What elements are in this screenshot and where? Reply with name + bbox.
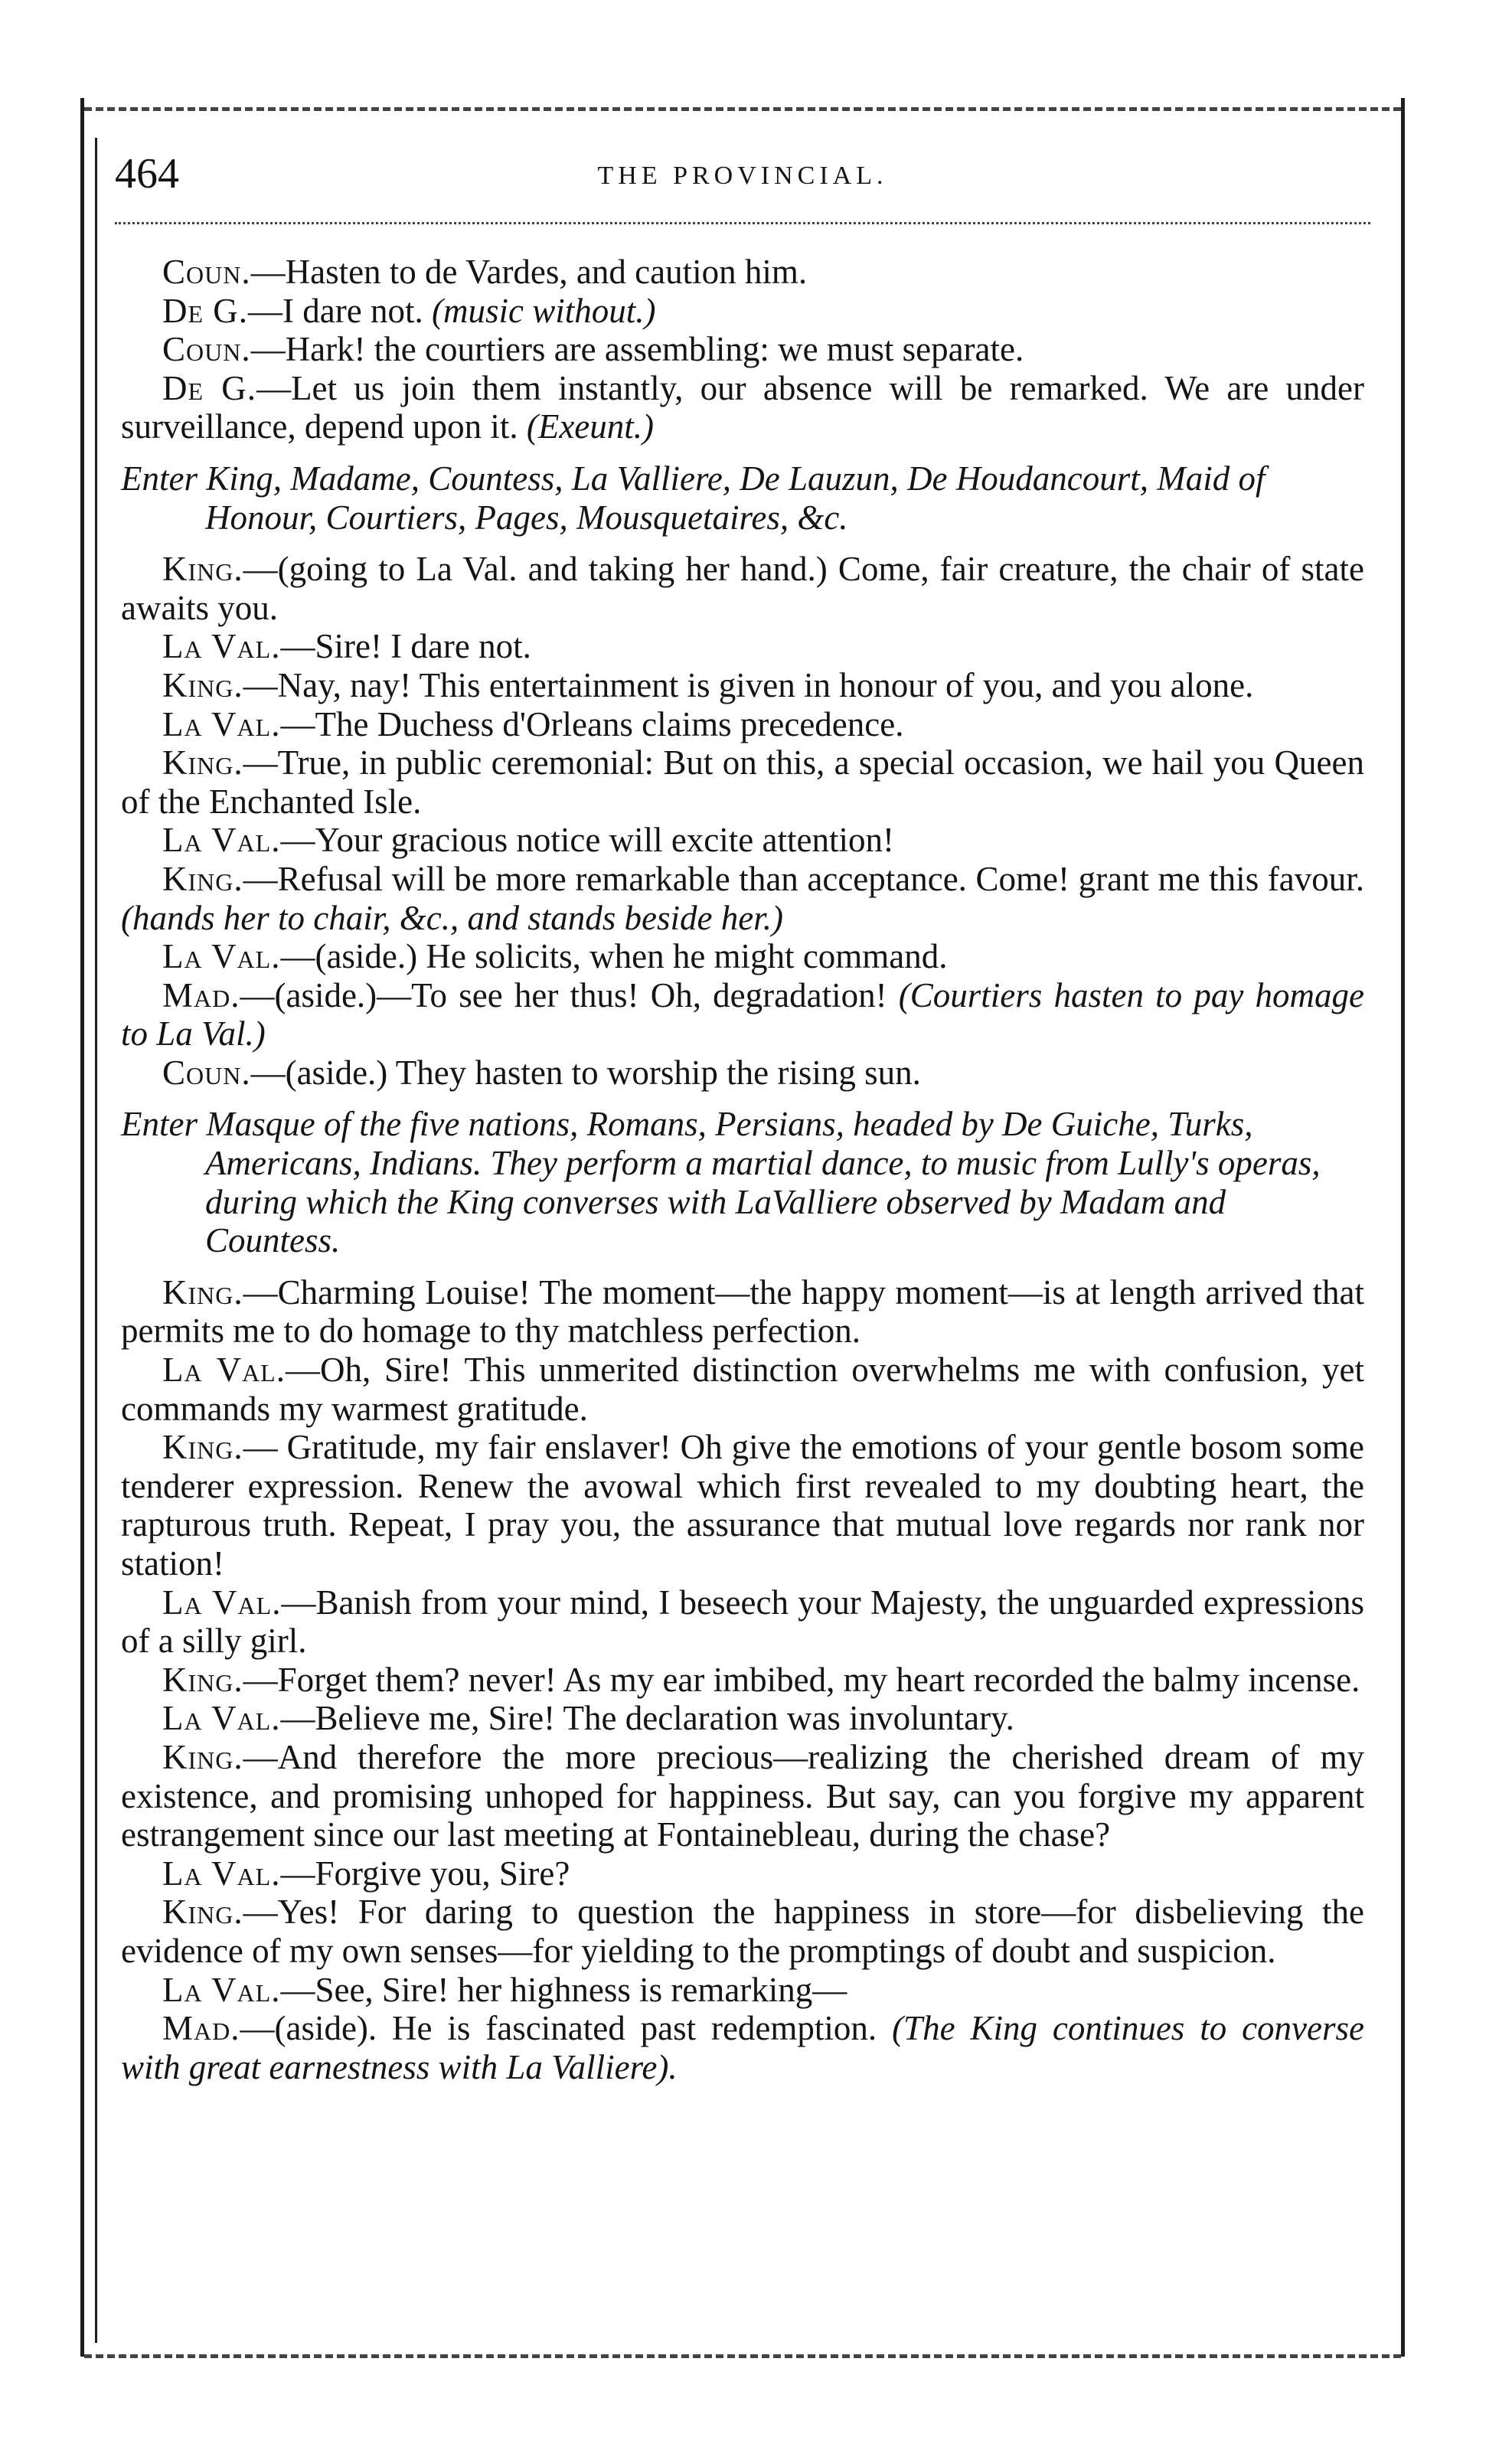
dialogue-line: [121, 627, 1364, 666]
dialogue-line: [121, 369, 1364, 446]
dialogue-line: [121, 976, 1364, 1054]
speech-text: —Refusal will be more remarkable than acceptance. Come! grant me this favour.: [243, 859, 1364, 898]
dialogue-line: [121, 937, 1364, 976]
play-text: [121, 253, 1364, 2086]
frame-right-rule: [1401, 98, 1405, 2357]
speaker-name: King.: [162, 1737, 243, 1776]
speaker-name: King.: [162, 743, 243, 782]
dialogue-line: [121, 705, 1364, 744]
speaker-name: La Val.: [162, 1699, 281, 1738]
speech-text: —Oh, Sire! This unmerited distinction overwhelms me with confusion, yet commands my warmest gratitude.: [121, 1351, 1364, 1428]
speech-text: —Charming Louise! The moment—the happy moment—is at length arrived that permits me to do homage to thy matchless perfection.: [121, 1272, 1364, 1351]
header-divider: [115, 222, 1370, 224]
dialogue-line: [121, 550, 1364, 627]
frame-left-rule: [80, 98, 84, 2357]
speech-text: —Your gracious notice will excite attention!: [280, 821, 894, 860]
dialogue-line: [121, 1854, 1364, 1893]
speaker-name: La Val.: [162, 1854, 281, 1893]
speaker-name: La Val.: [162, 1351, 286, 1390]
speech-text: —And therefore the more precious—realizing the cherished dream of my existence, and promising unhoped for happiness. But say, can you forgive my apparent estrangement since our last meeting at Fontainebleau, during the chase?: [121, 1737, 1364, 1854]
dialogue-line: [121, 1661, 1364, 1700]
speaker-name: King.: [162, 1893, 243, 1932]
dialogue-line: [121, 1738, 1364, 1854]
speaker-name: La Val.: [162, 937, 281, 976]
speaker-name: De G.: [162, 291, 249, 330]
speech-text: —Nay, nay! This entertainment is given in honour of you, and you alone.: [243, 665, 1254, 704]
dialogue-line: [121, 1428, 1364, 1583]
stage-direction: (hands her to chair, &c., and stands beside her.): [121, 898, 783, 937]
speech-text: — Gratitude, my fair enslaver! Oh give the emotions of your gentle bosom some tenderer expression. Renew the avowal which first revealed to my doubting heart, the rapturous truth. Repeat, I pray you, the assurance that mutual love regards nor rank nor station!: [121, 1428, 1364, 1583]
speech-text: —Yes! For daring to question the happiness in store—for disbelieving the evidence of my own senses—for yielding to the promptings of doubt and suspicion.: [121, 1893, 1364, 1970]
speaker-name: La Val.: [162, 627, 281, 666]
frame-bottom-rule: [84, 2354, 1401, 2358]
speaker-name: Coun.: [162, 1053, 251, 1092]
speech-text: —Hasten to de Vardes, and caution him.: [250, 253, 808, 291]
dialogue-line: [121, 1699, 1364, 1738]
stage-entrance: [121, 459, 1364, 537]
speaker-name: La Val.: [162, 1583, 282, 1622]
dialogue-line: [121, 1351, 1364, 1428]
dialogue-line: [121, 1054, 1364, 1093]
speaker-name: De G.: [162, 368, 257, 407]
speaker-name: Coun.: [162, 330, 251, 369]
speech-text: —(aside). He is fascinated past redemption.: [240, 2009, 877, 2048]
speaker-name: King.: [162, 1660, 243, 1699]
stage-direction: (music without.): [431, 291, 656, 330]
dialogue-line: [121, 666, 1364, 705]
dialogue-line: [121, 1273, 1364, 1351]
dialogue-line: [121, 253, 1364, 292]
dialogue-line: [121, 1971, 1364, 2010]
stage-direction: (Courtiers hasten to pay homage to La Val.): [121, 975, 1365, 1054]
speaker-name: King.: [162, 859, 243, 898]
speech-text: —The Duchess d'Orleans claims precedence.: [280, 704, 904, 743]
speech-text: —Forget them? never! As my ear imbibed, my heart recorded the balmy incense.: [243, 1660, 1360, 1699]
speech-text: —Let us join them instantly, our absence will be remarked. We are under surveillance, depend upon it.: [121, 368, 1364, 446]
dialogue-line: [121, 821, 1364, 860]
stage-direction: (The King continues to converse with great earnestness with La Valliere).: [121, 2009, 1364, 2086]
speech-text: —(aside.) He solicits, when he might command.: [280, 937, 948, 976]
speech-text: —Believe me, Sire! The declaration was involuntary.: [280, 1699, 1014, 1738]
speaker-name: King.: [162, 1428, 243, 1467]
speech-text: —Hark! the courtiers are assembling: we must separate.: [250, 330, 1024, 369]
frame-top-rule: [84, 107, 1401, 111]
speech-text: —True, in public ceremonial: But on this, a special occasion, we hail you Queen of the Enchanted Isle.: [121, 743, 1364, 821]
speaker-name: La Val.: [162, 1970, 281, 2009]
speech-text: —(going to La Val. and taking her hand.) Come, fair creature, the chair of state awaits you.: [121, 550, 1364, 627]
speaker-name: La Val.: [162, 821, 281, 860]
speaker-name: La Val.: [162, 704, 281, 743]
dialogue-line: [121, 1583, 1364, 1661]
dialogue-line: [121, 330, 1364, 369]
dialogue-line: [121, 860, 1364, 937]
stage-entrance: [121, 1105, 1364, 1259]
speaker-name: Mad.: [162, 975, 240, 1014]
dialogue-line: [121, 2009, 1364, 2086]
entrance-text: Enter Masque of the five nations, Romans, Persians, headed by De Guiche, Turks, Americans, Indians. They perform a martial dance, to music from Lully's operas, during which the King converses with LaValliere observed by Madam and Countess.: [121, 1105, 1321, 1260]
running-head: THE PROVINCIAL.: [597, 162, 888, 190]
speech-text: —(aside.) They hasten to worship the rising sun.: [250, 1053, 921, 1092]
dialogue-line: [121, 743, 1364, 821]
page-header: [115, 147, 1370, 201]
speaker-name: Coun.: [162, 253, 251, 291]
entrance-text: Enter King, Madame, Countess, La Valliere, De Lauzun, De Houdancourt, Maid of Honour, Courtiers, Pages, Mousquetaires, &c.: [121, 459, 1265, 537]
speaker-name: King.: [162, 550, 243, 589]
speech-text: —Banish from your mind, I beseech your Majesty, the unguarded expressions of a silly girl.: [121, 1583, 1364, 1661]
speech-text: —(aside.)—To see her thus! Oh, degradation!: [240, 975, 887, 1014]
speech-text: —See, Sire! her highness is remarking—: [280, 1970, 847, 2009]
dialogue-line: [121, 1893, 1364, 1970]
frame-left-rule-inner: [95, 138, 97, 2343]
speaker-name: King.: [162, 665, 243, 704]
dialogue-line: [121, 292, 1364, 331]
speaker-name: Mad.: [162, 2009, 240, 2048]
speech-text: —Sire! I dare not.: [280, 627, 531, 666]
stage-direction: (Exeunt.): [526, 407, 655, 446]
speech-text: —Forgive you, Sire?: [280, 1854, 570, 1893]
page-number: 464: [115, 150, 179, 198]
speaker-name: King.: [162, 1272, 243, 1312]
speech-text: —I dare not.: [248, 291, 423, 330]
